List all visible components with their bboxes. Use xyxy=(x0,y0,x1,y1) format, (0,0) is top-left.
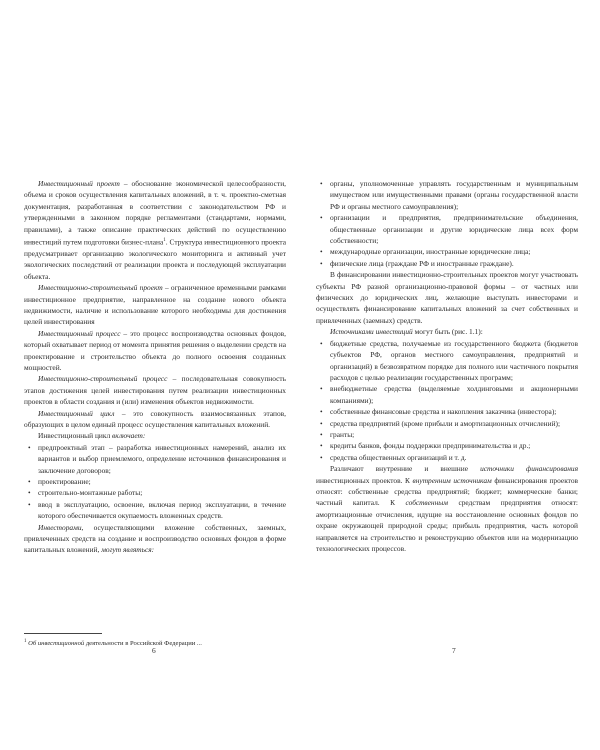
bullet-icon: • xyxy=(320,418,323,428)
list-item: • предпроектный этап – разработка инвестиционных намерений, анализ их вариантов и выбор приемлемого, определение источников финансирования и заключение договоров; xyxy=(28,442,286,475)
bullet-icon: • xyxy=(320,258,323,268)
investors-list xyxy=(316,178,578,269)
footnote-divider xyxy=(24,633,102,634)
paragraph-financing: В финансировании инвестиционно-строительных проектов могут участвовать субъекты РФ разной организационно-правовой формы – от частных или физических до юридических лиц, желающие выступать инвесторами и осуществлять финансирование капитальных вложений за счет собственных и привлеченных (заемных) средств. xyxy=(316,270,578,325)
list-item: • средства предприятий (кроме прибыли и амортизационных отчислений); xyxy=(320,418,561,428)
bullet-icon: • xyxy=(28,477,31,487)
list-item: • кредиты банков, фонды поддержки предпринимательства и др.; xyxy=(320,441,531,451)
bullet-icon: • xyxy=(320,247,323,257)
footnote-ref: 1 xyxy=(163,238,166,244)
list-item: • ввод в эксплуатацию, освоение, включая период эксплуатации, в течение которого обеспечивается окупаемость вложенных средств. xyxy=(28,499,286,521)
list-item: • средства общественных организаций и т. д. xyxy=(320,452,467,462)
list-item: • собственные финансовые средства и накопления заказчика (инвестора); xyxy=(320,407,557,417)
list-item: • бюджетные средства, получаемые из государственного бюджета (бюджетов субъектов РФ, органов местного самоуправления, предприятий и организаций) в безвозвратном порядке для полного или частичного покрытия расходов с целью реализации государственных программ; xyxy=(320,338,578,382)
bullet-icon: • xyxy=(320,384,323,394)
bullet-icon: • xyxy=(320,429,323,439)
footnote: $^1$ Об инвестиционной деятельности в Российской Федерации ... xyxy=(24,639,202,648)
paragraph-construction-project: Инвестиционно-строительный проект – ограниченное временными рамками инвестиционное предприятие, направленное на создание нового объекта недвижимости, наличие и использование которого необходимы для достижения целей инвестирования xyxy=(24,283,286,327)
paragraph-investment-process: Инвестиционный процесс – это процесс воспроизводства основных фондов, который охватывает период от момента принятия решения о выделении средств на проектирование и строительство объекта до полного освоения созданных мощностей. xyxy=(24,328,286,372)
list-item: • строительно-монтажные работы; xyxy=(28,488,143,498)
list-item: • внебюджетные средства (выделяемые холдинговыми и акционерными компаниями); xyxy=(320,384,578,405)
list-item: • проектирование; xyxy=(28,477,91,487)
list-item: • организации и предприятия, предпринимательские объединения, общественные организации и другие юридические лица всех форм собственности; xyxy=(320,213,578,246)
paragraph-internal-external: Различают внутренние и внешние источники финансирования инвестиционных проектов. К внутренним источникам финансирования проектов относят: собственные средства предприятий; бюджет; коммерческие банки; частный капитал. К собственным средствам предприятия относят: амортизационные отчисления, идущие на восстановление основных фондов по охране окружающей природной среды; прибыль предприятия, часть которой направляется на строительство и реконструкцию объектов или на модернизацию технологических процессов. xyxy=(316,464,579,553)
page-number-left: 6 xyxy=(152,646,156,655)
bullet-icon: • xyxy=(320,179,323,188)
bullet-icon: • xyxy=(320,338,323,348)
paragraph-investors: Инвесторами, осуществляющими вложение собственных, заемных, привлеченных средств на создание и воспроизводство основных фондов в форме капитальных вложений, могут являться: xyxy=(24,522,286,555)
bullet-icon: • xyxy=(320,213,323,223)
sources-list xyxy=(316,338,578,463)
bullet-icon: • xyxy=(320,452,323,462)
paragraph-sources: Источниками инвестиций могут быть (рис. 1.1): xyxy=(330,327,483,337)
list-item: • физические лица (граждане РФ и иностранные граждане). xyxy=(320,258,514,268)
bullet-icon: • xyxy=(28,499,31,509)
right-page xyxy=(316,178,578,554)
paragraph-construction-process: Инвестиционно-строительный процесс – последовательная совокупность этапов достижения целей инвестирования путем реализации инвестиционных проектов в области создания и (или) изменения объектов недвижимости. xyxy=(24,374,287,407)
cycle-stages-list xyxy=(24,442,286,522)
page-number-right: 7 xyxy=(452,646,456,655)
list-item: • международные организации, иностранные юридические лица; xyxy=(320,247,531,257)
list-item: • гранты; xyxy=(320,429,355,439)
bullet-icon: • xyxy=(320,407,323,417)
bullet-icon: • xyxy=(320,441,323,451)
list-item: • органы, уполномоченные управлять государственным и муниципальным имуществом или имущественными правами (органы государственной власти РФ и органы местного самоуправления); xyxy=(320,179,578,211)
paragraph-investment-project: Инвестиционный проект – обоснование экономической целесообразности, объема и сроков осуществления капитальных вложений, в т. ч. проектно-сметная документация, разработанная в соответствии с законодательством РФ и утвержденными в законном порядке регламентами (стандартами, нормами, правилами), а также описание практических действий по осуществлению инвестиций путем подготовки бизнес-плана$^1$. Структура инвестиционного проекта предусматривает организацию экологического мониторинга и активный учет экологических последствий от реализации проекта и последующей эксплуатации объекта. xyxy=(24,179,287,281)
left-page xyxy=(24,178,286,556)
bullet-icon: • xyxy=(28,442,31,452)
bullet-icon: • xyxy=(28,488,31,498)
paragraph-investment-cycle: Инвестиционный цикл – это совокупность взаимосвязанных этапов, образующих в целом единый процесс осуществления капитальных вложений. xyxy=(24,408,286,429)
term-investment-project: Инвестиционный проект xyxy=(38,179,120,188)
paragraph-cycle-includes: Инвестиционный цикл включает: xyxy=(38,431,146,441)
